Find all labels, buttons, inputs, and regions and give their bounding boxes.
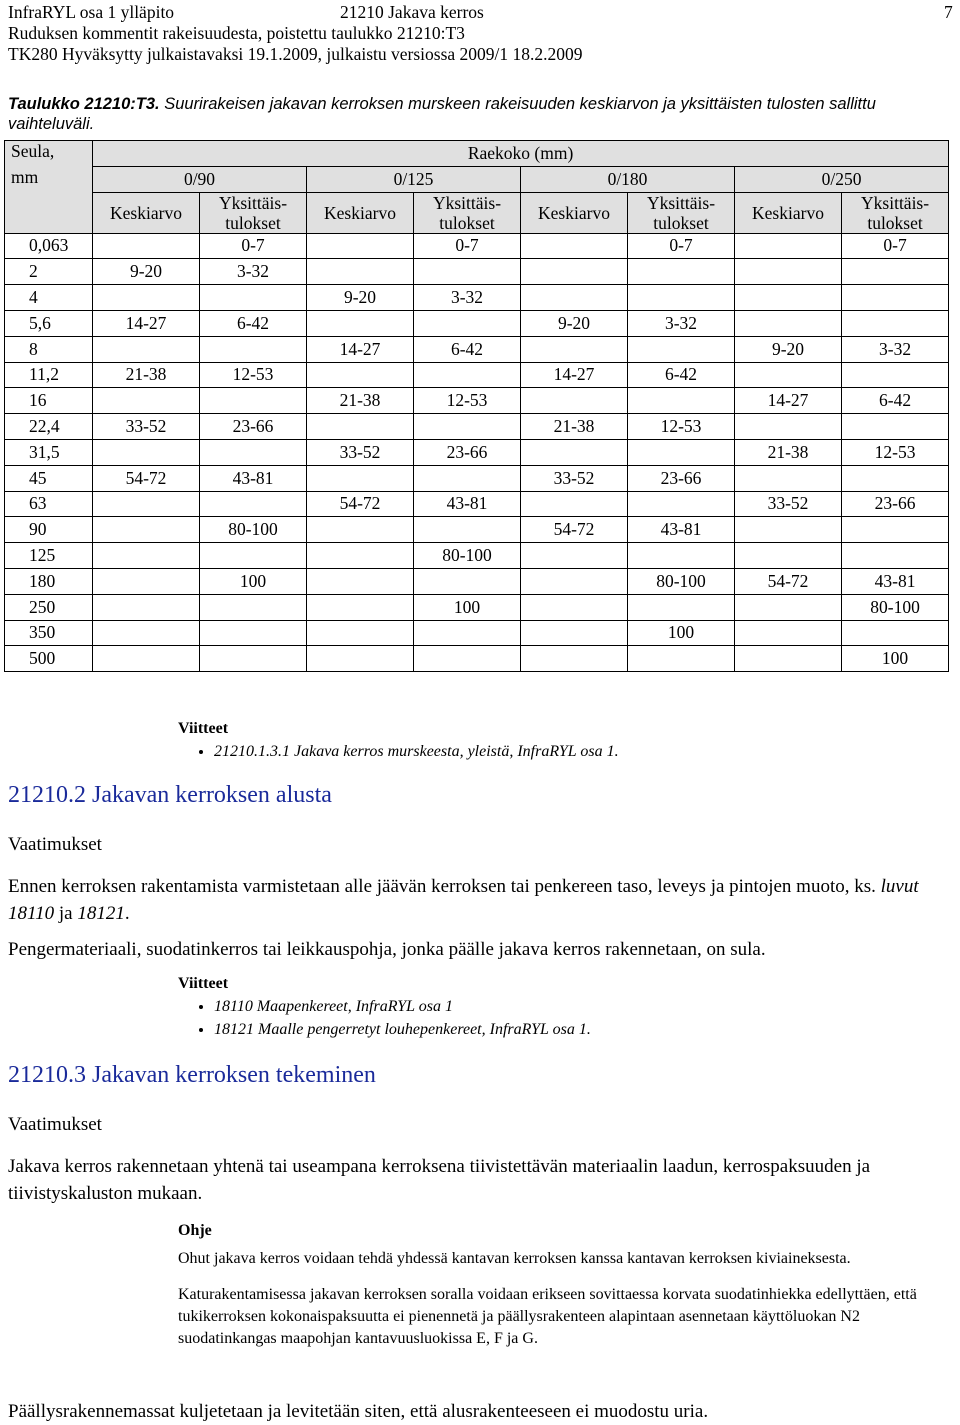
mean-range-cell: 14-27 [521,362,628,388]
mean-range-cell [735,594,842,620]
single-range-cell: 43-81 [842,568,949,594]
reference-item: • 18121 Maalle pengerretyt louhepenkereet, InfraRYL osa 1. [214,1018,591,1041]
single-range-cell [414,362,521,388]
single-range-cell [628,388,735,414]
guidance-paragraph-1: Ohut jakava kerros voidaan tehdä yhdessä kantavan kerroksen kanssa kantavan kerroksen kiviaineksesta. [178,1250,851,1267]
single-range-cell [842,310,949,336]
single-range-cell [842,285,949,311]
col-header-single: Yksittäis- tulokset [842,192,949,233]
sieve-size-cell: 4 [5,285,93,311]
header-approval-line: TK280 Hyväksytty julkaistavaksi 19.1.2009, julkaistu versiossa 2009/1 18.2.2009 [8,44,583,64]
single-range-cell: 6-42 [628,362,735,388]
single-range-cell: 12-53 [842,439,949,465]
sieve-size-cell: 500 [5,646,93,672]
section2-paragraph-2: Pengermateriaali, suodatinkerros tai leikkauspohja, jonka päälle jakava kerros rakennetaan, on sula. [8,939,766,960]
section3-paragraph-last: Päällysrakennemassat kuljetetaan ja levitetään siten, että alusrakenteeseen ei muodostu uria. [8,1401,709,1422]
single-range-cell: 12-53 [200,362,307,388]
single-range-cell [842,414,949,440]
header-chapter-title: 21210 Jakava kerros [340,2,484,22]
single-range-cell: 0-7 [842,233,949,259]
mean-range-cell [735,414,842,440]
mean-range-cell: 9-20 [93,259,200,285]
single-range-cell [414,620,521,646]
table-row [5,517,949,543]
single-range-cell [200,594,307,620]
section3-paragraph-1: Jakava kerros rakennetaan yhtenä tai useampana kerroksena tiivistettävän materiaalin laadun, kerrospaksuuden ja tiivistyskaluston mukaan. [8,1156,871,1204]
single-range-cell [414,465,521,491]
page-number: 7 [944,2,953,22]
single-range-cell: 3-32 [842,336,949,362]
single-range-cell [414,414,521,440]
single-range-cell: 0-7 [414,233,521,259]
sieve-size-cell: 350 [5,620,93,646]
mean-range-cell: 54-72 [521,517,628,543]
single-range-cell [200,285,307,311]
mean-range-cell [521,568,628,594]
single-range-cell [414,568,521,594]
table-row [5,233,949,259]
references-2 [178,975,591,1041]
single-range-cell: 80-100 [842,594,949,620]
single-range-cell: 23-66 [842,491,949,517]
table-row [5,646,949,672]
mean-range-cell [735,233,842,259]
single-range-cell: 12-53 [414,388,521,414]
single-range-cell: 0-7 [200,233,307,259]
mean-range-cell [93,543,200,569]
link-chapter-18110[interactable]: luvut 18110 [8,876,919,924]
mean-range-cell: 21-38 [521,414,628,440]
single-range-cell [842,517,949,543]
page-header [8,2,583,65]
mean-range-cell [521,491,628,517]
table-row [5,310,949,336]
table-row [5,594,949,620]
mean-range-cell [735,646,842,672]
single-range-cell [200,439,307,465]
mean-range-cell [93,388,200,414]
sieve-size-cell: 90 [5,517,93,543]
single-range-cell [200,388,307,414]
grain-size-header: Raekoko (mm) [93,141,949,167]
mean-range-cell [93,517,200,543]
table-caption-text: Suurirakeisen jakavan kerroksen murskeen rakeisuuden keskiarvon ja yksittäisten tulosten sallittu vaihteluväli. [8,95,876,133]
single-range-cell [628,259,735,285]
single-range-cell [200,646,307,672]
group-header: 0/250 [735,166,949,192]
grain-size-table [4,140,949,672]
mean-range-cell [93,620,200,646]
single-range-cell: 6-42 [842,388,949,414]
mean-range-cell [93,646,200,672]
table-row [5,568,949,594]
table-row [5,620,949,646]
sieve-size-cell: 45 [5,465,93,491]
single-range-cell: 80-100 [414,543,521,569]
reference-item: • 21210.1.3.1 Jakava kerros murskeesta, yleistä, InfraRYL osa 1. [214,740,619,763]
single-range-cell: 3-32 [628,310,735,336]
mean-range-cell: 21-38 [93,362,200,388]
guidance-paragraph-2: Katurakentamisessa jakavan kerroksen soralla voidaan erikseen sovittaessa korvata suodatinhiekka edellyttäen, että tukikerroksen kokonaispaksuutta ei pienennetä ja päällysrakenteen alapintaan asennetaan käyttöluokan N2 suodatinkangas maapohjan kantavuusluokissa E, F ja G. [178,1286,917,1347]
sieve-header: Seula, mm [5,141,93,234]
single-range-cell [842,543,949,569]
sieve-size-cell: 2 [5,259,93,285]
single-range-cell [628,543,735,569]
mean-range-cell: 33-52 [521,465,628,491]
col-header-single: Yksittäis- tulokset [628,192,735,233]
guidance-block [178,1222,958,1350]
mean-range-cell [307,414,414,440]
col-header-mean: Keskiarvo [307,192,414,233]
mean-range-cell [735,310,842,336]
mean-range-cell [521,285,628,311]
group-header: 0/90 [93,166,307,192]
table-row [5,388,949,414]
table-row [5,439,949,465]
mean-range-cell [93,233,200,259]
mean-range-cell [307,465,414,491]
section-heading-21210-2: 21210.2 Jakavan kerroksen alusta [8,782,332,808]
subheading-requirements: Vaatimukset [8,834,102,855]
table-row [5,543,949,569]
sieve-size-cell: 22,4 [5,414,93,440]
single-range-cell [628,336,735,362]
single-range-cell [200,336,307,362]
single-range-cell: 43-81 [200,465,307,491]
sieve-size-cell: 5,6 [5,310,93,336]
single-range-cell [842,620,949,646]
single-range-cell: 12-53 [628,414,735,440]
table-caption [8,94,938,134]
mean-range-cell [735,465,842,491]
table-row [5,259,949,285]
single-range-cell [200,491,307,517]
sieve-size-cell: 0,063 [5,233,93,259]
single-range-cell: 43-81 [414,491,521,517]
sieve-size-cell: 250 [5,594,93,620]
single-range-cell [628,594,735,620]
mean-range-cell: 54-72 [307,491,414,517]
mean-range-cell: 54-72 [735,568,842,594]
sieve-size-cell: 11,2 [5,362,93,388]
mean-range-cell [307,362,414,388]
table-row [5,414,949,440]
mean-range-cell: 33-52 [93,414,200,440]
single-range-cell [200,543,307,569]
mean-range-cell [521,233,628,259]
mean-range-cell: 21-38 [735,439,842,465]
mean-range-cell [93,336,200,362]
section-heading-21210-3: 21210.3 Jakavan kerroksen tekeminen [8,1062,376,1088]
col-header-single: Yksittäis- tulokset [200,192,307,233]
mean-range-cell: 33-52 [307,439,414,465]
single-range-cell: 100 [842,646,949,672]
single-range-cell: 23-66 [414,439,521,465]
mean-range-cell [93,491,200,517]
col-header-mean: Keskiarvo [735,192,842,233]
mean-range-cell: 9-20 [307,285,414,311]
mean-range-cell [735,285,842,311]
mean-range-cell [735,259,842,285]
mean-range-cell [307,543,414,569]
mean-range-cell [307,646,414,672]
references-title: Viitteet [178,975,229,992]
single-range-cell: 80-100 [628,568,735,594]
mean-range-cell [735,517,842,543]
section2-paragraph-1: Ennen kerroksen rakentamista varmistetaan alle jäävän kerroksen tai penkereen taso, leveys ja pintojen muoto, ks. luvut 18110 ja 18121. [8,876,919,924]
single-range-cell: 100 [414,594,521,620]
mean-range-cell [521,620,628,646]
mean-range-cell [521,439,628,465]
single-range-cell: 3-32 [414,285,521,311]
mean-range-cell [307,594,414,620]
single-range-cell: 3-32 [200,259,307,285]
grain-table-body [5,233,949,672]
single-range-cell [200,620,307,646]
reference-item: • 18110 Maapenkereet, InfraRYL osa 1 [214,995,591,1018]
col-header-mean: Keskiarvo [521,192,628,233]
single-range-cell: 100 [628,620,735,646]
mean-range-cell: 9-20 [735,336,842,362]
header-doc-title: InfraRYL osa 1 ylläpito [8,2,175,22]
single-range-cell [628,491,735,517]
mean-range-cell [93,285,200,311]
mean-range-cell [307,620,414,646]
single-range-cell: 6-42 [200,310,307,336]
col-header-single: Yksittäis- tulokset [414,192,521,233]
mean-range-cell [307,259,414,285]
col-header-mean: Keskiarvo [93,192,200,233]
single-range-cell [414,259,521,285]
mean-range-cell [307,233,414,259]
table-row [5,362,949,388]
mean-range-cell [735,362,842,388]
mean-range-cell: 14-27 [93,310,200,336]
group-header: 0/180 [521,166,735,192]
table-row [5,465,949,491]
mean-range-cell [93,568,200,594]
mean-range-cell: 9-20 [521,310,628,336]
table-row [5,491,949,517]
mean-range-cell [521,259,628,285]
sieve-size-cell: 180 [5,568,93,594]
mean-range-cell: 54-72 [93,465,200,491]
table-caption-label: Taulukko 21210:T3. [8,95,160,113]
mean-range-cell [735,620,842,646]
mean-range-cell [521,336,628,362]
mean-range-cell [521,543,628,569]
mean-range-cell: 14-27 [735,388,842,414]
link-chapter-18121[interactable]: 18121 [77,903,125,924]
single-range-cell: 43-81 [628,517,735,543]
single-range-cell [628,285,735,311]
table-row [5,336,949,362]
subheading-requirements: Vaatimukset [8,1114,102,1135]
mean-range-cell [93,439,200,465]
mean-range-cell [521,388,628,414]
mean-range-cell: 33-52 [735,491,842,517]
single-range-cell: 6-42 [414,336,521,362]
single-range-cell [414,646,521,672]
mean-range-cell: 21-38 [307,388,414,414]
single-range-cell [842,362,949,388]
mean-range-cell [521,646,628,672]
single-range-cell: 80-100 [200,517,307,543]
header-comment-line: Ruduksen kommentit rakeisuudesta, poistettu taulukko 21210:T3 [8,23,465,43]
single-range-cell [414,517,521,543]
sieve-size-cell: 31,5 [5,439,93,465]
mean-range-cell: 14-27 [307,336,414,362]
single-range-cell: 23-66 [200,414,307,440]
references-1 [178,720,619,763]
single-range-cell [842,465,949,491]
sieve-size-cell: 63 [5,491,93,517]
single-range-cell [842,259,949,285]
references-title: Viitteet [178,720,229,737]
sieve-size-cell: 16 [5,388,93,414]
mean-range-cell [307,517,414,543]
mean-range-cell [735,543,842,569]
single-range-cell [628,646,735,672]
group-header: 0/125 [307,166,521,192]
single-range-cell: 0-7 [628,233,735,259]
single-range-cell: 100 [200,568,307,594]
mean-range-cell [307,568,414,594]
mean-range-cell [93,594,200,620]
table-row [5,285,949,311]
single-range-cell [414,310,521,336]
mean-range-cell [307,310,414,336]
sieve-size-cell: 8 [5,336,93,362]
single-range-cell [628,439,735,465]
single-range-cell: 23-66 [628,465,735,491]
sieve-size-cell: 125 [5,543,93,569]
mean-range-cell [521,594,628,620]
guidance-title: Ohje [178,1222,212,1239]
